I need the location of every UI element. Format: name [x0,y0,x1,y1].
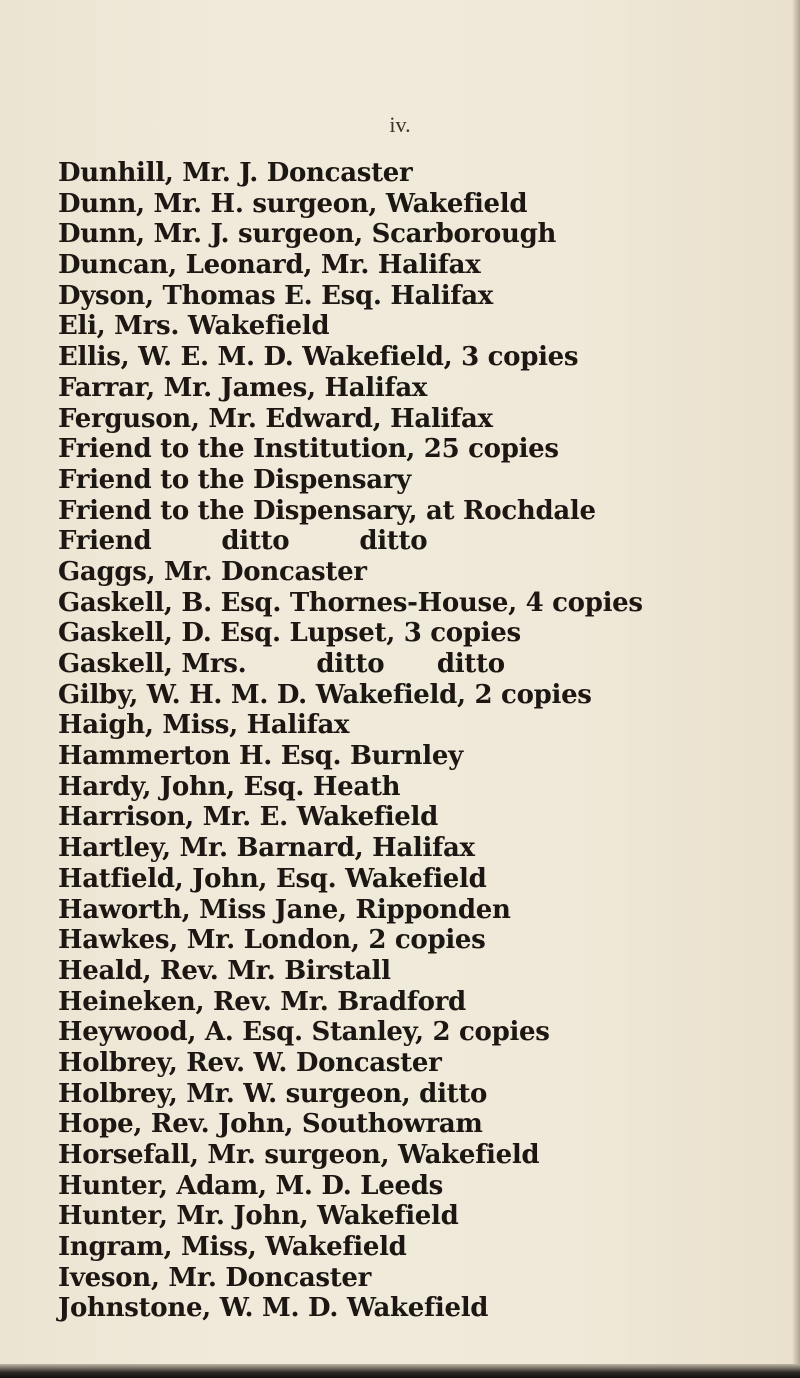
subscriber-entry: Horsefall, Mr. surgeon, Wakefield [58,1140,540,1170]
subscriber-entry: Gaggs, Mr. Doncaster [58,556,367,587]
subscriber-entry: Johnstone, W. M. D. Wakefield [58,1293,489,1324]
subscriber-entry: Ferguson, Mr. Edward, Halifax [58,403,493,434]
subscriber-entry: Hartley, Mr. Barnard, Halifax [58,833,475,864]
subscriber-entry: Hope, Rev. John, Southowram [58,1109,483,1140]
subscriber-entry: Heineken, Rev. Mr. Bradford [58,986,466,1017]
subscriber-entry: Holbrey, Rev. W. Doncaster [58,1047,442,1078]
subscriber-entry: Hunter, Mr. John, Wakefield [58,1201,459,1232]
subscriber-entry: Dunn, Mr. H. surgeon, Wakefield [58,188,528,219]
subscriber-entry: Farrar, Mr. James, Halifax [58,372,428,403]
subscriber-entry: Duncan, Leonard, Mr. Halifax [58,250,481,281]
subscriber-entry: Gilby, W. H. M. D. Wakefield, 2 copies [58,679,592,710]
subscriber-entry: Dyson, Thomas E. Esq. Halifax [58,280,493,311]
subscriber-entry: Hatfield, John, Esq. Wakefield [58,863,487,894]
subscriber-entry: Dunn, Mr. J. surgeon, Scarborough [58,219,557,250]
subscriber-entry: Ingram, Miss, Wakefield [58,1232,407,1263]
subscriber-entry: Haigh, Miss, Halifax [58,710,350,741]
page-number: iv. [389,112,411,137]
subscriber-entry: Haworth, Miss Jane, Ripponden [58,894,511,925]
subscriber-entry: Friend to the Institution, 25 copies [58,434,559,465]
subscriber-entry: Hardy, John, Esq. Heath [58,771,401,802]
subscriber-entry: Gaskell, Mrs. ditto ditto [58,649,505,679]
subscriber-entry: Ellis, W. E. M. D. Wakefield, 3 copies [58,342,579,373]
subscriber-entry: Friend ditto ditto [58,526,428,557]
subscriber-entry: Harrison, Mr. E. Wakefield [58,802,438,833]
page-edge-shadow [792,0,800,1378]
subscriber-entry: Hawkes, Mr. London, 2 copies [58,925,486,956]
subscriber-entry: Heald, Rev. Mr. Birstall [58,955,391,986]
subscriber-entry: Friend to the Dispensary [58,464,411,495]
subscriber-entry: Gaskell, B. Esq. Thornes-House, 4 copies [58,587,643,618]
subscriber-entry: Friend to the Dispensary, at Rochdale [58,495,596,526]
subscriber-entry: Iveson, Mr. Doncaster [58,1262,372,1293]
subscriber-entry: Gaskell, D. Esq. Lupset, 3 copies [58,618,521,649]
page-bottom-edge [0,1364,800,1378]
subscriber-entry: Holbrey, Mr. W. surgeon, ditto [58,1078,488,1109]
subscriber-entry: Heywood, A. Esq. Stanley, 2 copies [58,1017,550,1048]
subscriber-list [58,158,778,1324]
subscriber-entry: Hammerton H. Esq. Burnley [58,741,463,772]
subscriber-entry: Eli, Mrs. Wakefield [58,311,330,342]
subscriber-entry: Hunter, Adam, M. D. Leeds [58,1170,443,1201]
subscriber-entry: Dunhill, Mr. J. Doncaster [58,158,413,188]
